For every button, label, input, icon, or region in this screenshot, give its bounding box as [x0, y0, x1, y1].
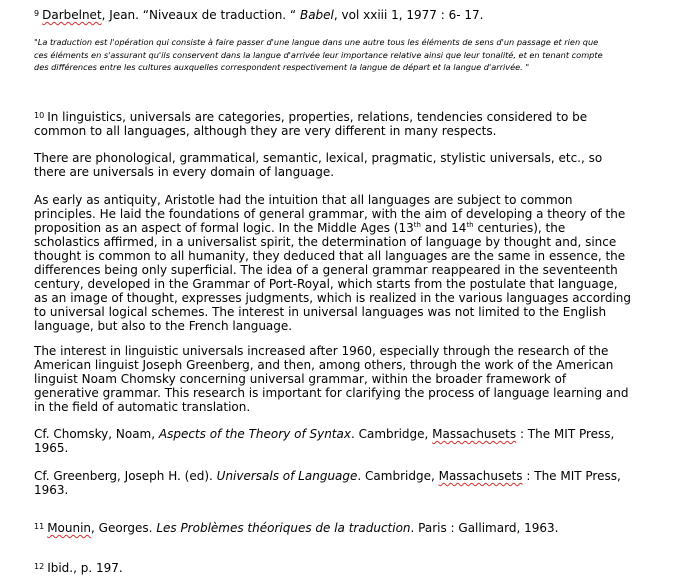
book-title: Aspects of the Theory of Syntax [158, 427, 351, 441]
footnote-10-paragraph-4: The interest in linguistic universals increased after 1960, especially through the research of the American linguist Joseph Greenberg, and then, among others, through the work of the American linguist Noam Chomsky concerning universal grammar, within the broader framework of generative grammar. This research is important for clarifying the process of language learning and in the field of automatic translation. [34, 344, 629, 414]
footnote-11: $^{11}$ Mounin, Georges. Les Problèmes théoriques de la traduction. Paris : Gallimard, 1963. [34, 521, 559, 535]
misspelled-word[interactable]: Massachusets [438, 469, 523, 483]
footnote-number: 10 [34, 111, 45, 120]
footnote-number: 12 [34, 562, 45, 571]
reference-greenberg: Cf. Greenberg, Joseph H. (ed). Universals of Language. Cambridge, Massachusets : The MIT Press, 1963. [34, 469, 621, 497]
footnote-number: 9 [34, 9, 40, 18]
french-quotation: "La traduction est l'opération qui consiste à faire passer d'une langue dans une autre tous les éléments de sens d'un passage et rien que ces éléments en s'assurant qu'ils conservent dans la langue d'arrivée leur importance relative ainsi que leur tonalité, et en tenant compte des différences entre les cultures auxquelles correspondent respectivement la langue de départ et la langue d'arrivée. " [34, 37, 603, 72]
misspelled-word[interactable]: Massachusets [432, 427, 517, 441]
footnote-10-paragraph-3: As early as antiquity, Aristotle had the intuition that all languages are subject to common principles. He laid the foundations of general grammar, with the aim of developing a theory of the proposition as an aspect of formal logic. In the Middle Ages (13th and 14th centuries), the scholastics affirmed, in a universalist spirit, the determination of language by thought and, since thought is common to all humanity, they deduced that all languages are the same in essence, the differences being only superficial. The idea of a general grammar reappeared in the seventeenth century, developed in the Grammar of Port-Royal, which starts from the postulate that language, as an image of thought, expresses judgments, which is realized in the various languages according to universal logical schemes. The interest in universal languages was not limited to the English language, but also to the French language. [34, 193, 631, 333]
reference-chomsky: Cf. Chomsky, Noam, Aspects of the Theory of Syntax. Cambridge, Massachusets : The MIT Press, 1965. [34, 427, 615, 455]
book-title: Les Problèmes théoriques de la traduction [156, 521, 411, 535]
footnote-12: $^{12}$ Ibid., p. 197. [34, 561, 123, 575]
footnote-10-paragraph-2: There are phonological, grammatical, semantic, lexical, pragmatic, stylistic universals, etc., so there are universals in every domain of language. [34, 151, 603, 179]
footnote-number: 11 [34, 522, 45, 531]
journal-title: Babel [299, 8, 334, 22]
misspelled-word[interactable]: Mounin [47, 521, 92, 535]
book-title: Universals of Language [216, 469, 358, 483]
footnote-9-citation: $^9$ Darbelnet, Jean. “Niveaux de traduction. “ Babel, vol xxiii 1, 1977 : 6- 17. [34, 8, 484, 22]
footnote-10-paragraph-1: $^{10}$ In linguistics, universals are categories, properties, relations, tendencies considered to be common to all languages, although they are very different in many respects. [34, 110, 588, 138]
misspelled-word[interactable]: Darbelnet [42, 8, 102, 22]
